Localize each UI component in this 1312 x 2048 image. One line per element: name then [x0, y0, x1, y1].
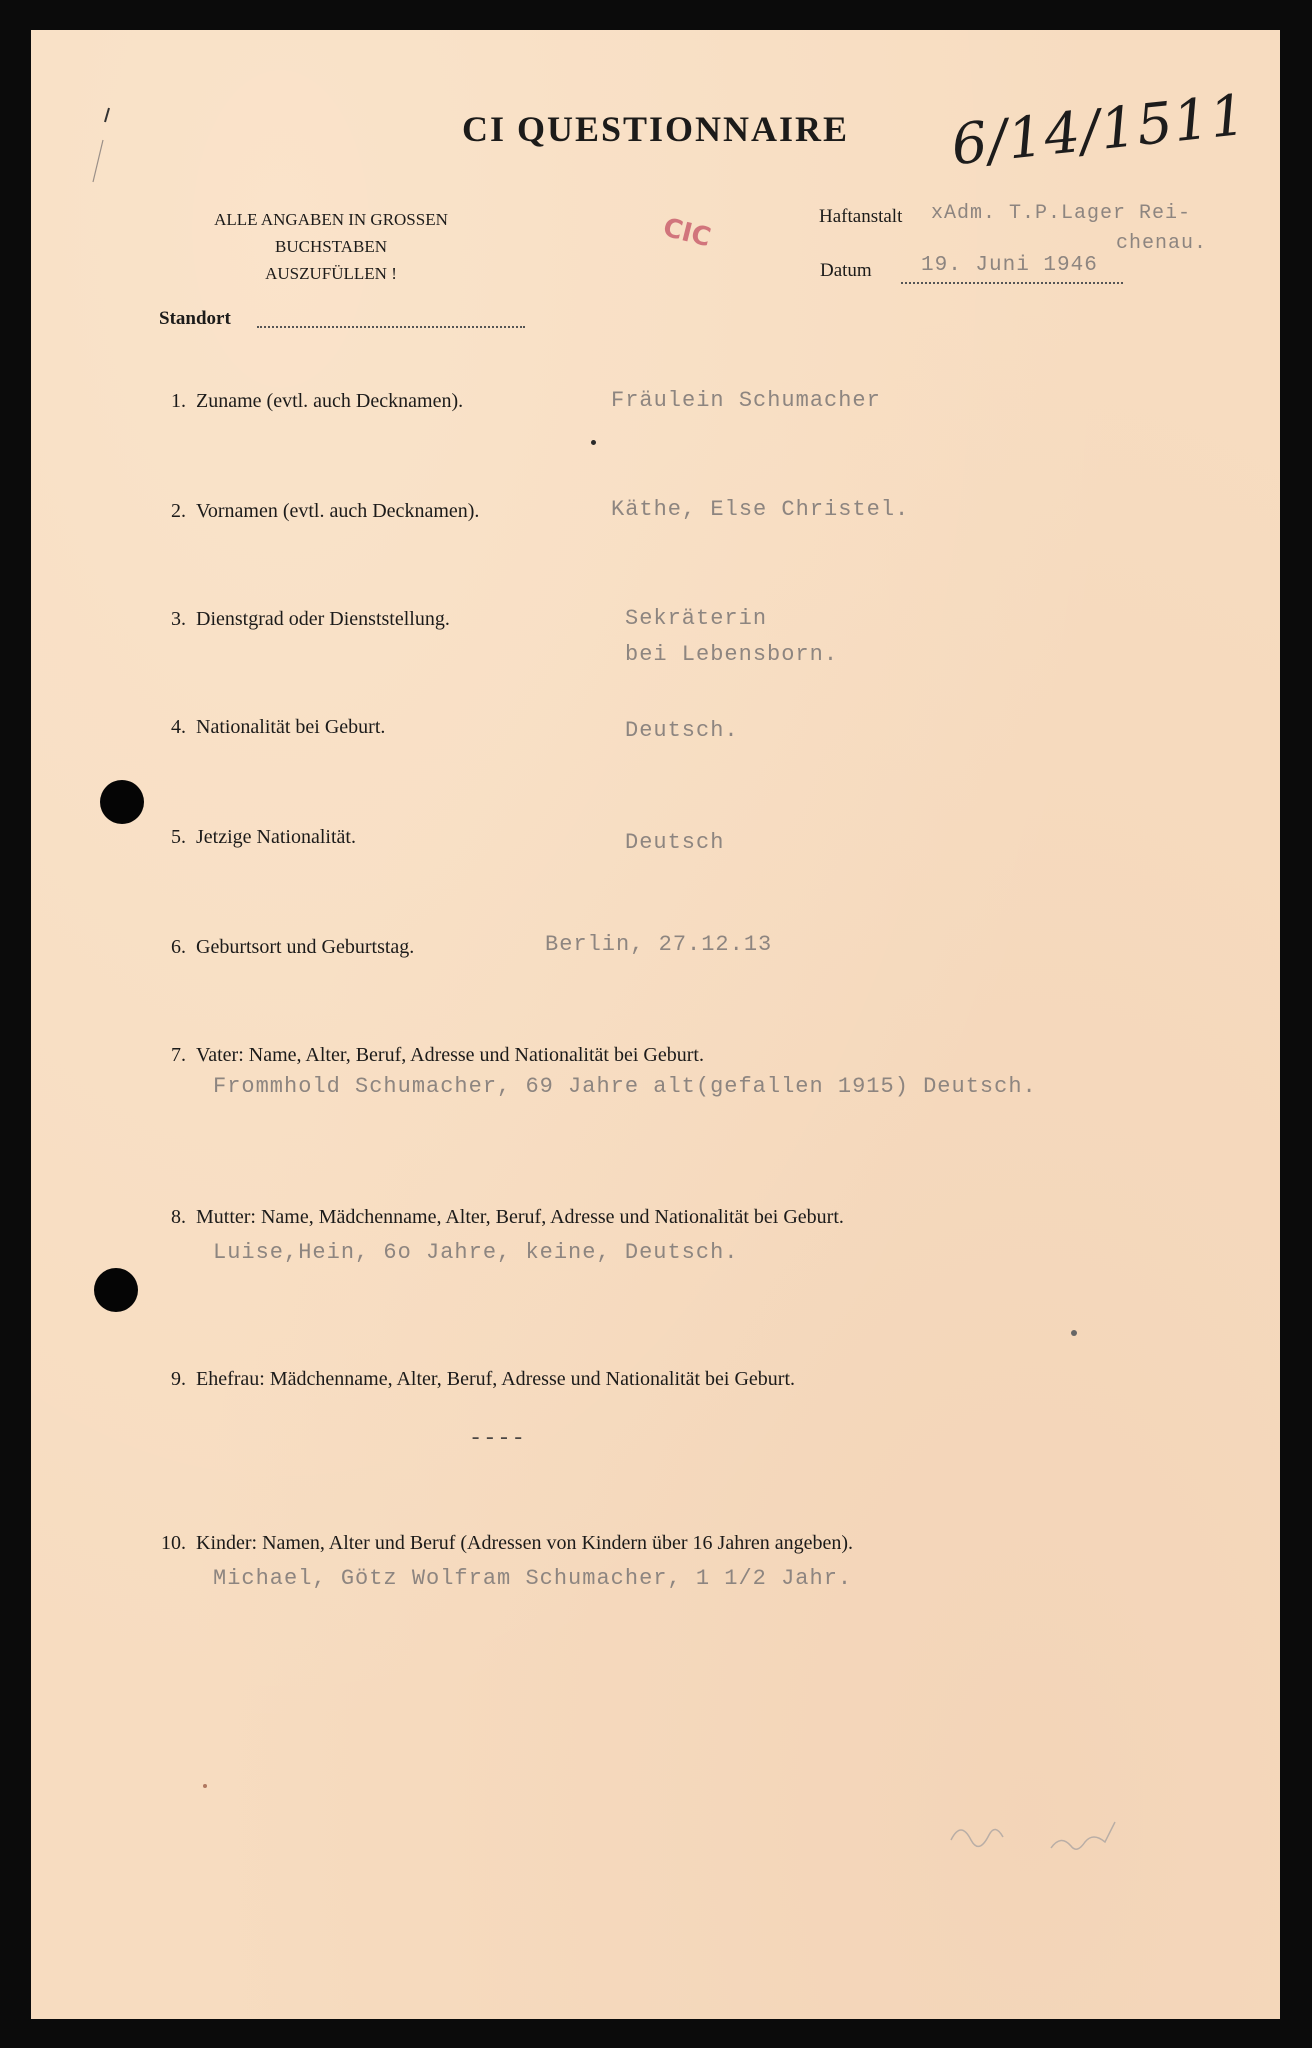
haftanstalt-label: Haftanstalt [819, 206, 903, 227]
question-2: 2. Vornamen (evtl. auch Decknamen). [171, 500, 480, 522]
answer-8: Luise,Hein, 6o Jahre, keine, Deutsch. [213, 1240, 739, 1265]
answer-7: Frommhold Schumacher, 69 Jahre alt(gefallen 1915) Deutsch. [213, 1074, 1037, 1099]
haftanstalt-value-line1: xAdm. T.P.Lager Rei- [931, 202, 1192, 225]
question-10: 10. Kinder: Namen, Alter und Beruf (Adressen von Kindern über 16 Jahren angeben). [161, 1532, 854, 1554]
answer-5: Deutsch [625, 830, 725, 855]
ink-speck [591, 440, 596, 445]
datum-label: Datum [820, 260, 872, 281]
answer-6: Berlin, 27.12.13 [545, 932, 773, 957]
question-7: 7. Vater: Name, Alter, Beruf, Adresse und Nationalität bei Geburt. [171, 1044, 704, 1066]
answer-3-line1: Sekräterin [625, 606, 768, 631]
ink-speck [1071, 1330, 1077, 1336]
question-9: 9. Ehefrau: Mädchenname, Alter, Beruf, Adresse und Nationalität bei Geburt. [171, 1368, 796, 1390]
question-8: 8. Mutter: Name, Mädchenname, Alter, Beruf, Adresse und Nationalität bei Geburt. [171, 1206, 844, 1228]
question-1: 1. Zuname (evtl. auch Decknamen). [171, 390, 464, 412]
punch-hole [94, 1268, 138, 1312]
instructions [161, 206, 501, 287]
form-title: CI QUESTIONNAIRE [461, 109, 850, 149]
answer-10: Michael, Götz Wolfram Schumacher, 1 1/2 Jahr. [213, 1566, 853, 1591]
answer-1: Fräulein Schumacher [611, 388, 881, 413]
instruction-line-1: ALLE ANGABEN IN GROSSEN BUCHSTABEN [214, 210, 448, 256]
question-6: 6. Geburtsort und Geburtstag. [171, 936, 415, 958]
pencil-mark [81, 100, 121, 190]
standort-field [257, 310, 525, 328]
answer-2: Käthe, Else Christel. [611, 497, 910, 522]
questionnaire-sheet [31, 30, 1280, 2019]
instruction-line-2: AUSZUFÜLLEN ! [265, 264, 397, 283]
question-5: 5. Jetzige Nationalität. [171, 826, 356, 848]
punch-hole [100, 780, 144, 824]
answer-3-line2: bei Lebensborn. [625, 642, 839, 667]
answer-4: Deutsch. [625, 718, 739, 743]
cic-stamp: CIC [660, 212, 714, 254]
haftanstalt-value-line2: chenau. [1116, 232, 1208, 255]
datum-value: 19. Juni 1946 [921, 254, 1098, 277]
faint-signature-scribble [941, 1810, 1141, 1870]
ink-speck [203, 1784, 207, 1788]
standort-label: Standort [159, 308, 231, 329]
question-3: 3. Dienstgrad oder Dienststellung. [171, 608, 450, 630]
question-4: 4. Nationalität bei Geburt. [171, 716, 386, 738]
handwritten-reference: 6/14/1511 [948, 82, 1250, 179]
answer-9: ---- [469, 1426, 526, 1451]
